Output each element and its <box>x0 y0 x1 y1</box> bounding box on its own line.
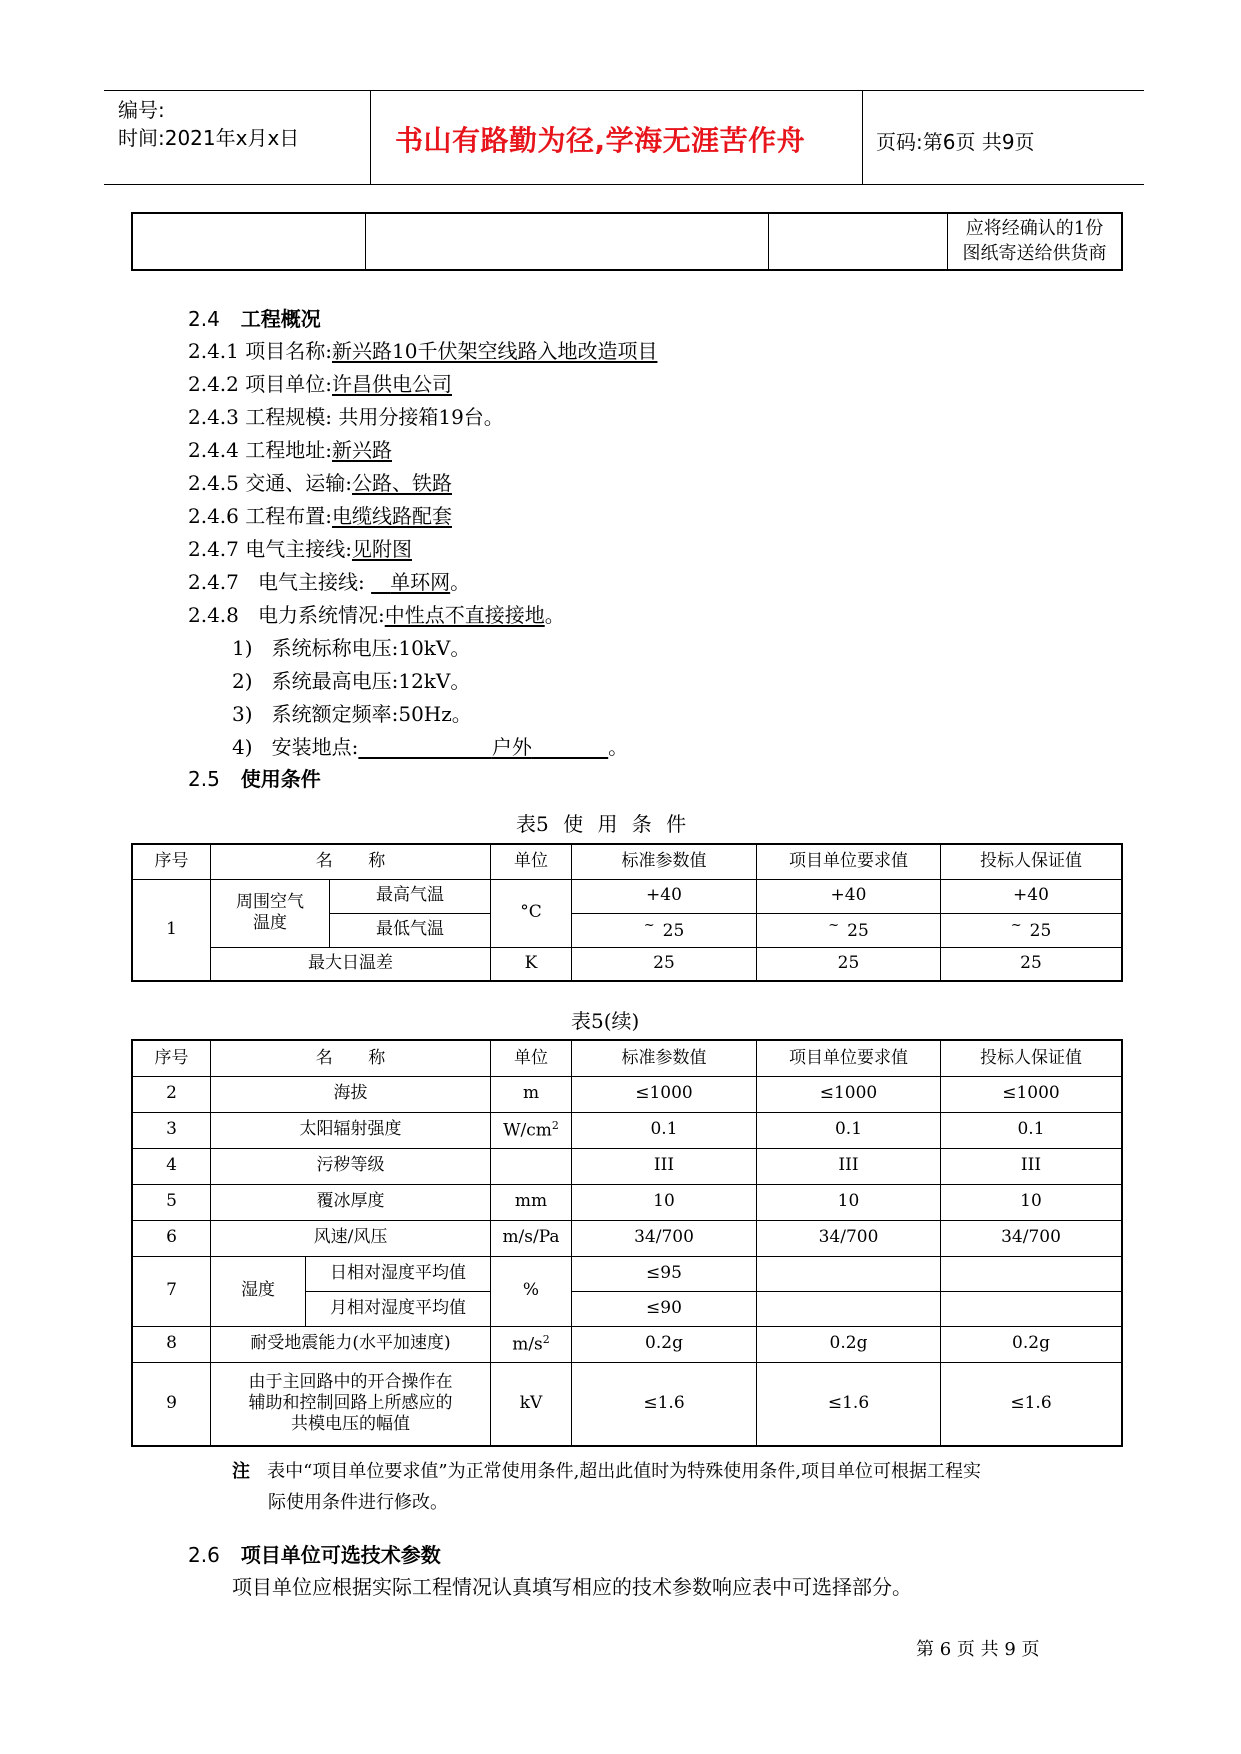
section-title: 工程概况 <box>240 307 321 331</box>
seq-cell: 2 <box>132 1076 211 1112</box>
table-cell <box>769 213 948 270</box>
value-cell: ~ 25 <box>941 913 1123 947</box>
item-suffix: 。 <box>544 603 565 627</box>
item-label: 项目单位: <box>245 372 332 396</box>
unit-cell: K <box>491 947 572 981</box>
value-cell: 25 <box>572 947 757 981</box>
list-item <box>188 500 452 529</box>
table-row <box>132 1362 1122 1446</box>
section-number: 2.6 <box>188 1543 220 1567</box>
sub-item-value: 户外 <box>491 735 532 759</box>
table-row <box>132 1112 1122 1148</box>
value-cell: 0.1 <box>572 1112 757 1148</box>
table-row <box>132 1256 1122 1291</box>
column-header: 投标人保证值 <box>941 844 1123 879</box>
item-label: 工程地址: <box>245 438 332 462</box>
value-cell: 34/700 <box>572 1220 757 1256</box>
item-value: 单环网 <box>390 570 451 594</box>
section-number: 2.5 <box>188 767 220 791</box>
seq-cell: 6 <box>132 1220 211 1256</box>
name-cell: 污秽等级 <box>211 1148 491 1184</box>
table-cell <box>132 213 366 270</box>
name-cell: 太阳辐射强度 <box>211 1112 491 1148</box>
seq-cell: 9 <box>132 1362 211 1446</box>
item-value: 中性点不直接接地 <box>384 603 545 627</box>
value-cell: 10 <box>572 1184 757 1220</box>
table-header-row <box>132 844 1122 879</box>
unit-cell: % <box>491 1256 572 1326</box>
note-label: 注 <box>232 1461 250 1482</box>
item-value: 共用分接箱19台。 <box>338 405 504 429</box>
item-label: 项目名称: <box>245 339 332 363</box>
value-cell: 0.2g <box>572 1326 757 1362</box>
item-value: 见附图 <box>352 537 412 561</box>
unit-cell: kV <box>491 1362 572 1446</box>
item-label: 工程布置: <box>245 504 332 528</box>
list-item <box>188 566 470 595</box>
table-header-row <box>132 1040 1122 1076</box>
note-text: 表中“项目单位要求值”为正常使用条件,超出此值时为特殊使用条件,项目单位可根据工程实 <box>267 1461 982 1482</box>
value-cell: 0.2g <box>757 1326 941 1362</box>
sub-item-number: 3) <box>232 702 253 726</box>
value-cell: III <box>757 1148 941 1184</box>
group-cell: 湿度 <box>211 1256 306 1326</box>
table-row <box>132 879 1122 913</box>
header-page-code: 页码:第6页 共9页 <box>876 130 1035 154</box>
name-cell: 最大日温差 <box>211 947 491 981</box>
sub-item <box>232 665 470 694</box>
value-cell: ~ 25 <box>572 913 757 947</box>
item-value: 新兴路 <box>332 438 392 462</box>
value-cell: ≤95 <box>572 1256 757 1291</box>
header-top-rule <box>104 90 1144 91</box>
table-row <box>132 1076 1122 1112</box>
item-label: 工程规模: <box>245 405 332 429</box>
list-item <box>188 401 504 430</box>
value-cell: ≤1.6 <box>941 1362 1123 1446</box>
header-divider-left <box>370 90 371 184</box>
item-number: 2.4.7 <box>188 570 239 594</box>
table-row <box>132 1220 1122 1256</box>
group-cell: 周围空气温度 <box>211 879 330 947</box>
column-header: 名 称 <box>211 1040 491 1076</box>
value-cell: 34/700 <box>941 1220 1123 1256</box>
value-cell: 0.1 <box>757 1112 941 1148</box>
seq-cell: 1 <box>132 879 211 981</box>
list-item <box>188 335 657 364</box>
column-header: 序号 <box>132 1040 211 1076</box>
table-caption-continued: 表5(续) <box>571 1009 640 1033</box>
section-2-6-body: 项目单位应根据实际工程情况认真填写相应的技术参数响应表中可选择部分。 <box>232 1575 912 1599</box>
list-item <box>188 368 452 397</box>
column-header: 标准参数值 <box>572 844 757 879</box>
value-cell: +40 <box>941 879 1123 913</box>
section-title: 项目单位可选技术参数 <box>240 1543 441 1567</box>
unit-cell <box>491 1148 572 1184</box>
value-cell: 34/700 <box>757 1220 941 1256</box>
sub-item-number: 2) <box>232 669 253 693</box>
value-cell: 0.2g <box>941 1326 1123 1362</box>
value-cell <box>941 1291 1123 1326</box>
name-cell: 海拔 <box>211 1076 491 1112</box>
sub-item <box>232 632 470 661</box>
page-footer: 第 6 页 共 9 页 <box>916 1639 1040 1660</box>
item-number: 2.4.5 <box>188 471 239 495</box>
name-cell: 由于主回路中的开合操作在 辅助和控制回路上所感应的 共模电压的幅值 <box>211 1362 491 1446</box>
section-2-6-heading <box>188 1539 441 1568</box>
name-cell: 最高气温 <box>330 879 491 913</box>
sub-item-number: 1) <box>232 636 253 660</box>
name-cell: 月相对湿度平均值 <box>306 1291 491 1326</box>
list-item <box>188 467 452 496</box>
item-value: 电缆线路配套 <box>332 504 452 528</box>
doc-time-label: 时间:2021年x月x日 <box>118 126 300 150</box>
usage-conditions-table-continued <box>131 1039 1123 1447</box>
table-caption: 表5 使 用 条 件 <box>516 812 687 836</box>
table-row <box>132 1148 1122 1184</box>
item-suffix: 。 <box>450 570 471 594</box>
unit-cell: $m/s^2$ <box>491 1326 572 1362</box>
value-cell: +40 <box>572 879 757 913</box>
value-cell: 0.1 <box>941 1112 1123 1148</box>
cell-text-line: 应将经确认的1份 <box>965 218 1104 240</box>
unit-cell: $W/cm^2$ <box>491 1112 572 1148</box>
column-header: 序号 <box>132 844 211 879</box>
list-item <box>188 434 392 463</box>
name-cell: 最低气温 <box>330 913 491 947</box>
value-cell: ≤1000 <box>572 1076 757 1112</box>
section-number: 2.4 <box>188 307 220 331</box>
value-cell: ≤1000 <box>757 1076 941 1112</box>
name-cell: 耐受地震能力(水平加速度) <box>211 1326 491 1362</box>
value-cell <box>757 1256 941 1291</box>
table-cell <box>948 213 1123 270</box>
value-cell: ~ 25 <box>757 913 941 947</box>
table-row <box>132 947 1122 981</box>
item-number: 2.4.3 <box>188 405 239 429</box>
column-header: 项目单位要求值 <box>757 1040 941 1076</box>
value-cell: ≤1.6 <box>572 1362 757 1446</box>
unit-cell: mm <box>491 1184 572 1220</box>
usage-conditions-table <box>131 843 1123 982</box>
header-divider-right <box>862 90 863 184</box>
sub-item-text: 系统额定频率:50Hz。 <box>271 702 472 726</box>
unit-cell: m/s/Pa <box>491 1220 572 1256</box>
seq-cell: 5 <box>132 1184 211 1220</box>
item-label: 电气主接线: <box>257 570 365 594</box>
value-cell: III <box>572 1148 757 1184</box>
item-number: 2.4.7 <box>188 537 239 561</box>
doc-number-label: 编号: <box>118 98 165 122</box>
sub-item-text: 系统标称电压:10kV。 <box>271 636 471 660</box>
value-cell: III <box>941 1148 1123 1184</box>
column-header: 投标人保证值 <box>941 1040 1123 1076</box>
sub-item-text: 安装地点: <box>271 735 359 759</box>
value-cell: ≤1000 <box>941 1076 1123 1112</box>
header-bottom-rule <box>104 184 1144 185</box>
seq-cell: 3 <box>132 1112 211 1148</box>
sub-item-number: 4) <box>232 735 253 759</box>
header-motto: 书山有路勤为径,学海无涯苦作舟 <box>395 124 806 157</box>
seq-cell: 4 <box>132 1148 211 1184</box>
value-cell: 10 <box>757 1184 941 1220</box>
item-label: 电气主接线: <box>245 537 352 561</box>
value-cell <box>941 1256 1123 1291</box>
continued-table <box>131 212 1123 271</box>
value-cell <box>757 1291 941 1326</box>
item-number: 2.4.6 <box>188 504 239 528</box>
name-cell: 覆冰厚度 <box>211 1184 491 1220</box>
unit-cell: m <box>491 1076 572 1112</box>
sub-item-suffix: 。 <box>608 735 629 759</box>
item-label: 交通、运输: <box>245 471 352 495</box>
sub-item <box>232 731 628 760</box>
seq-cell: 7 <box>132 1256 211 1326</box>
value-cell: ≤1.6 <box>757 1362 941 1446</box>
section-2-5-heading <box>188 763 321 792</box>
cell-text-line: 图纸寄送给供货商 <box>962 242 1107 264</box>
item-value: 许昌供电公司 <box>332 372 452 396</box>
value-cell: +40 <box>757 879 941 913</box>
list-item <box>188 599 565 628</box>
unit-cell: °C <box>491 879 572 947</box>
seq-cell: 8 <box>132 1326 211 1362</box>
item-value: 新兴路10千伏架空线路入地改造项目 <box>332 339 658 363</box>
note-text-continued: 际使用条件进行修改。 <box>268 1492 448 1513</box>
value-cell: 25 <box>941 947 1123 981</box>
table-row <box>132 1184 1122 1220</box>
table-note <box>232 1457 981 1483</box>
item-label: 电力系统情况: <box>257 603 385 627</box>
item-number: 2.4.8 <box>188 603 239 627</box>
value-cell: ≤90 <box>572 1291 757 1326</box>
value-cell: 25 <box>757 947 941 981</box>
name-cell: 日相对湿度平均值 <box>306 1256 491 1291</box>
value-cell: 10 <box>941 1184 1123 1220</box>
column-header: 单位 <box>491 1040 572 1076</box>
item-number: 2.4.2 <box>188 372 239 396</box>
column-header: 标准参数值 <box>572 1040 757 1076</box>
item-value: 公路、铁路 <box>352 471 452 495</box>
name-cell: 风速/风压 <box>211 1220 491 1256</box>
column-header: 单位 <box>491 844 572 879</box>
list-item <box>188 533 412 562</box>
section-title: 使用条件 <box>240 767 321 791</box>
table-row <box>132 1326 1122 1362</box>
sub-item <box>232 698 472 727</box>
sub-item-text: 系统最高电压:12kV。 <box>271 669 471 693</box>
item-number: 2.4.4 <box>188 438 239 462</box>
item-number: 2.4.1 <box>188 339 239 363</box>
column-header: 项目单位要求值 <box>757 844 941 879</box>
column-header: 名 称 <box>211 844 491 879</box>
table-cell <box>366 213 769 270</box>
section-2-4-heading <box>188 303 321 332</box>
